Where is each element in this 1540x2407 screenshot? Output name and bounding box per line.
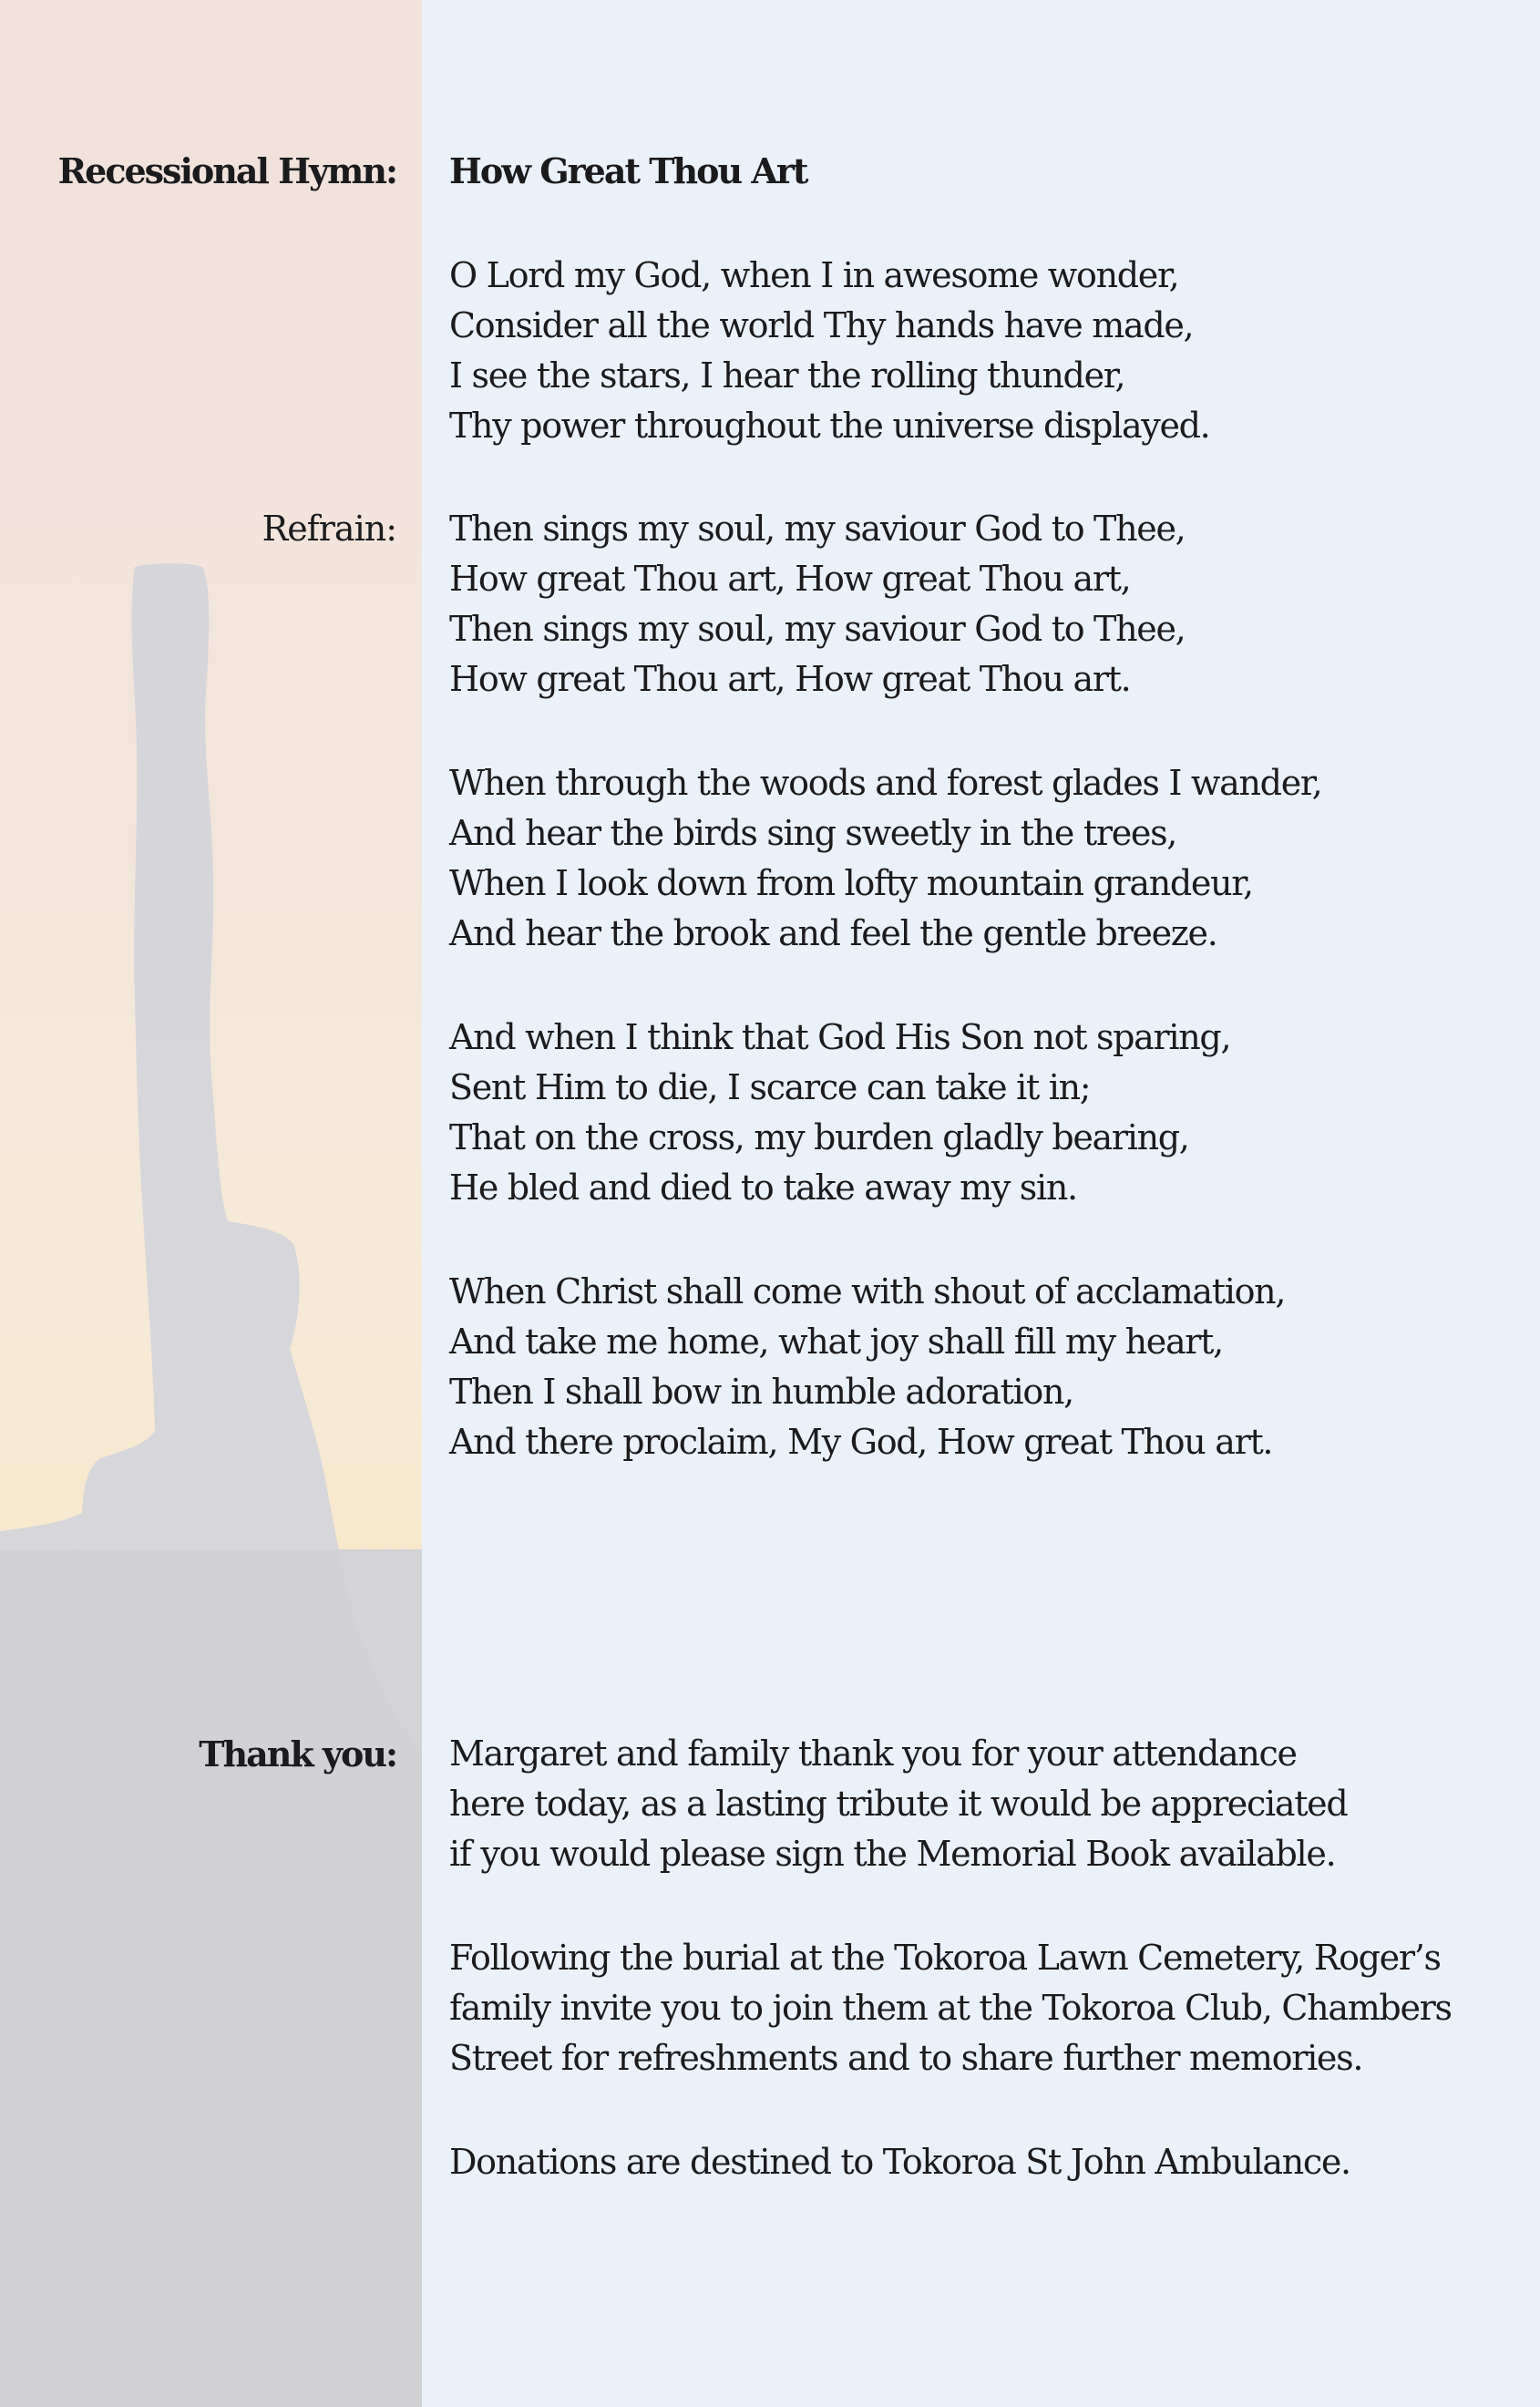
paragraph-line: here today, as a lasting tribute it would be appreciated xyxy=(449,1784,1348,1824)
verse-line: That on the cross, my burden gladly bearing, xyxy=(449,1117,1189,1157)
hymn-title: How Great Thou Art xyxy=(449,150,807,191)
refrain-line: Then sings my soul, my saviour God to Thee, xyxy=(449,609,1186,649)
refrain-line: How great Thou art, How great Thou art, xyxy=(449,559,1131,599)
verse-line: When through the woods and forest glades I wander, xyxy=(449,763,1322,803)
verse-line: O Lord my God, when I in awesome wonder, xyxy=(449,255,1179,295)
verse-line: And hear the brook and feel the gentle breeze. xyxy=(449,913,1217,953)
verse-line: I see the stars, I hear the rolling thunder, xyxy=(449,355,1125,396)
refrain-label: Refrain: xyxy=(262,509,396,549)
refrain-line: How great Thou art, How great Thou art. xyxy=(449,659,1131,699)
verse-line: Consider all the world Thy hands have made, xyxy=(449,305,1194,345)
thank-you-paragraph xyxy=(449,1729,1347,1879)
rock-pillar-silhouette-image xyxy=(0,0,422,2407)
verse-line: And take me home, what joy shall fill my heart, xyxy=(449,1322,1223,1362)
hymn-verse-2 xyxy=(449,758,1321,959)
recessional-hymn-label: Recessional Hymn: xyxy=(57,150,396,191)
paragraph-line: if you would please sign the Memorial Book available. xyxy=(449,1834,1336,1874)
burial-reception-paragraph xyxy=(449,1933,1452,2083)
hymn-refrain xyxy=(449,504,1185,705)
verse-line: And when I think that God His Son not sparing, xyxy=(449,1017,1231,1057)
verse-line: Then I shall bow in humble adoration, xyxy=(449,1372,1073,1412)
verse-line: And hear the birds sing sweetly in the trees, xyxy=(449,813,1177,853)
paragraph-line: Margaret and family thank you for your attendance xyxy=(449,1733,1297,1774)
decorative-side-panel xyxy=(0,0,422,2407)
verse-line: He bled and died to take away my sin. xyxy=(449,1167,1077,1208)
paragraph-line: Street for refreshments and to share further memories. xyxy=(449,2038,1363,2078)
verse-line: When I look down from lofty mountain grandeur, xyxy=(449,863,1253,903)
verse-line: When Christ shall come with shout of acclamation, xyxy=(449,1271,1286,1312)
thank-you-label: Thank you: xyxy=(199,1733,396,1774)
hymn-verse-1 xyxy=(449,251,1209,451)
hymn-verse-4 xyxy=(449,1267,1285,1467)
paragraph-line: family invite you to join them at the Tokoroa Club, Chambers xyxy=(449,1988,1452,2028)
refrain-line: Then sings my soul, my saviour God to Thee, xyxy=(449,509,1186,549)
hymn-verse-3 xyxy=(449,1013,1230,1213)
paragraph-line: Donations are destined to Tokoroa St John Ambulance. xyxy=(449,2142,1350,2182)
verse-line: Thy power throughout the universe displayed. xyxy=(449,406,1210,446)
verse-line: And there proclaim, My God, How great Thou art. xyxy=(449,1422,1273,1462)
paragraph-line: Following the burial at the Tokoroa Lawn Cemetery, Roger’s xyxy=(449,1938,1441,1978)
verse-line: Sent Him to die, I scarce can take it in; xyxy=(449,1067,1091,1107)
donations-paragraph xyxy=(449,2137,1350,2187)
